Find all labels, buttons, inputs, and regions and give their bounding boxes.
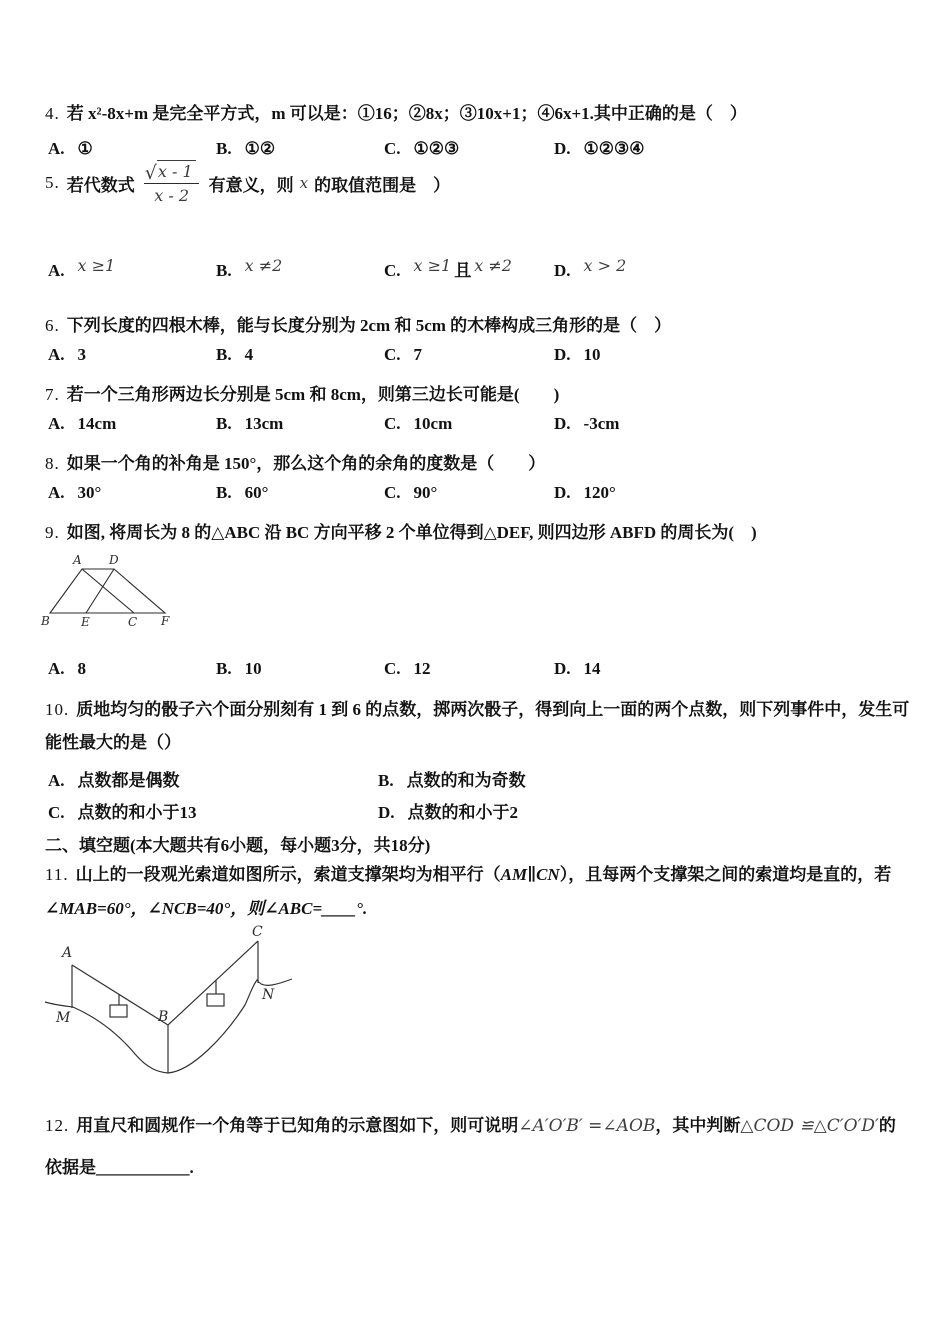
option-7-b <box>216 414 384 434</box>
option-letter: D. <box>554 261 571 280</box>
option-5-c <box>384 256 554 281</box>
option-5-a <box>48 256 216 281</box>
option-8-d <box>554 483 616 503</box>
option-value: ①②③ <box>413 139 460 158</box>
option-value: 3 <box>77 345 87 364</box>
option-letter: C. <box>384 261 401 280</box>
option-8-a <box>48 483 216 503</box>
question-5-text-post: 的取值范围是 ） <box>314 175 451 195</box>
option-7-a <box>48 414 216 434</box>
degree-suffix: °. <box>356 899 368 918</box>
question-12-text-pre: 用直尺和圆规作一个角等于已知角的示意图如下，则可说明 <box>76 1116 519 1135</box>
angle-congruence-notation: ∠A′O′B′ =∠AOB <box>518 1116 656 1136</box>
option-4-c <box>384 139 554 159</box>
option-value: ① <box>77 139 93 158</box>
option-letter: D. <box>554 414 571 433</box>
triangle-congruence-notation: △COD ≌△C′O′D′ <box>740 1116 879 1136</box>
option-value: x > 2 <box>583 256 627 275</box>
question-4-number: 4. <box>45 104 60 123</box>
option-letter: D. <box>378 803 395 822</box>
fraction-denominator: x - 2 <box>144 183 199 206</box>
question-12-text-post: 的 <box>878 1116 897 1135</box>
question-5-text-pre: 若代数式 <box>66 175 135 195</box>
option-letter: A. <box>48 345 65 364</box>
option-letter: B. <box>378 771 394 790</box>
point-label-C: C <box>252 924 263 940</box>
option-value: 点数的和小于13 <box>77 803 197 822</box>
question-10-options-row1 <box>48 766 546 791</box>
question-9-options <box>48 659 601 679</box>
option-letter: C. <box>384 345 401 364</box>
point-label-B: B <box>158 1009 169 1025</box>
radical-sign: √ <box>144 162 157 184</box>
question-4-options <box>48 139 645 159</box>
vertex-label-A: A <box>73 553 82 567</box>
option-value: x ≥1 <box>413 256 452 275</box>
option-letter: D. <box>554 483 571 502</box>
option-value: 点数都是偶数 <box>77 771 180 790</box>
option-6-a <box>48 345 216 365</box>
question-6-stem <box>45 311 671 336</box>
question-7-options <box>48 414 619 434</box>
option-value: 14cm <box>77 414 117 433</box>
triangles-translation-diagram <box>50 569 165 613</box>
section-2-title: 二、填空题(本大题共有6小题，每小题3分，共18分) <box>45 836 431 855</box>
option-5-d <box>554 256 626 281</box>
option-letter: C. <box>384 483 401 502</box>
question-10-options-row2 <box>48 798 546 823</box>
vertex-label-F: F <box>161 614 170 628</box>
option-letter: C. <box>48 803 65 822</box>
question-5-text-mid: 有意义，则 <box>208 175 294 195</box>
question-12-stem-line2 <box>45 1153 194 1178</box>
question-12-text-mid: ，其中判断 <box>655 1116 741 1135</box>
option-7-c <box>384 414 554 434</box>
question-9-number: 9. <box>45 523 60 542</box>
question-11-number: 11. <box>45 865 69 884</box>
answer-blank: ___________ <box>96 1158 190 1177</box>
option-value: 120° <box>583 483 616 502</box>
option-value: ①②③④ <box>583 139 645 158</box>
vertex-label-B: B <box>41 614 50 628</box>
option-letter: B. <box>216 261 232 280</box>
option-letter: B. <box>216 414 232 433</box>
radicand: x - 1 <box>157 160 196 182</box>
fraction-numerator <box>143 160 201 183</box>
question-4-text: 若 x²-8x+m 是完全平方式，m 可以是：①16；②8x；③10x+1；④6x+1.其中正确的是（ ） <box>66 104 747 123</box>
question-9-stem <box>45 518 757 543</box>
option-4-b <box>216 139 384 159</box>
option-value: 13cm <box>244 414 284 433</box>
question-5-options <box>48 256 626 281</box>
question-11-text-post: ），且每两个支撑架之间的索道均是直的，若 <box>559 865 892 884</box>
option-value: 10 <box>244 659 262 678</box>
option-6-d <box>554 345 601 365</box>
option-6-c <box>384 345 554 365</box>
variable-x: x <box>299 174 309 192</box>
option-letter: D. <box>554 139 571 158</box>
option-letter: A. <box>48 771 65 790</box>
question-5-stem <box>45 160 450 206</box>
question-5-number: 5. <box>45 173 60 192</box>
option-8-b <box>216 483 384 503</box>
question-8-text: 如果一个角的补角是 150°，那么这个角的余角的度数是（ ） <box>66 454 546 473</box>
cable-car-2-icon <box>207 994 224 1006</box>
option-value: 4 <box>244 345 254 364</box>
fraction-expression <box>143 160 201 206</box>
question-11-figure <box>40 922 350 1100</box>
option-4-a <box>48 139 216 159</box>
option-value: 7 <box>413 345 423 364</box>
question-10-text-line1: 质地均匀的骰子六个面分别刻有 1 到 6 的点数，掷两次骰子，得到向上一面的两个点数，则下列事件中，发生可 <box>76 700 910 719</box>
option-value: 10 <box>583 345 601 364</box>
question-8-number: 8. <box>45 454 60 473</box>
option-letter: C. <box>384 659 401 678</box>
option-value: x ≠2 <box>474 256 512 275</box>
option-letter: B. <box>216 659 232 678</box>
option-9-a <box>48 659 216 679</box>
option-value: 60° <box>244 483 269 502</box>
option-letter: A. <box>48 483 65 502</box>
question-11-stem-line2 <box>45 894 367 919</box>
option-10-b <box>378 766 546 791</box>
point-label-A: A <box>62 945 73 961</box>
option-4-d <box>554 139 645 159</box>
option-letter: B. <box>216 483 232 502</box>
option-7-d <box>554 414 619 434</box>
cable-car-1-icon <box>110 1005 127 1017</box>
option-8-c <box>384 483 554 503</box>
vertex-label-E: E <box>81 615 90 629</box>
question-10-stem-line2 <box>45 728 181 753</box>
option-10-c <box>48 798 378 823</box>
option-conjunction: 且 <box>454 261 472 280</box>
option-value: 90° <box>413 483 438 502</box>
option-letter: A. <box>48 659 65 678</box>
vertex-label-C: C <box>128 615 138 629</box>
parallel-notation: AM∥CN <box>500 865 560 884</box>
question-11-stem-line1 <box>45 860 891 885</box>
question-10-stem-line1 <box>45 695 909 720</box>
option-letter: A. <box>48 261 65 280</box>
option-6-b <box>216 345 384 365</box>
option-letter: B. <box>216 139 232 158</box>
point-label-M: M <box>56 1010 71 1026</box>
option-value: 8 <box>77 659 87 678</box>
option-letter: C. <box>384 139 401 158</box>
option-value: x ≥1 <box>77 256 116 275</box>
question-8-stem <box>45 449 545 474</box>
angle-equation: ∠MAB=60°，∠NCB=40°，则∠ABC= <box>45 899 323 918</box>
question-4-stem <box>45 99 747 124</box>
question-9-text: 如图, 将周长为 8 的△ABC 沿 BC 方向平移 2 个单位得到△DEF, 则四边形 ABFD 的周长为( ) <box>66 523 757 542</box>
question-7-number: 7. <box>45 385 60 404</box>
option-value: 12 <box>413 659 431 678</box>
option-value: x ≠2 <box>244 256 283 275</box>
period-suffix: . <box>189 1158 194 1177</box>
question-12-number: 12. <box>45 1116 70 1135</box>
question-11-text-pre: 山上的一段观光索道如图所示，索道支撑架均为相平行（ <box>75 865 501 884</box>
option-letter: D. <box>554 345 571 364</box>
option-value: 10cm <box>413 414 453 433</box>
point-label-N: N <box>262 987 275 1003</box>
option-letter: C. <box>384 414 401 433</box>
question-6-text: 下列长度的四根木棒，能与长度分别为 2cm 和 5cm 的木棒构成三角形的是（ ） <box>66 316 672 335</box>
option-10-d <box>378 798 546 823</box>
option-9-d <box>554 659 601 679</box>
option-value: 30° <box>77 483 102 502</box>
question-7-stem <box>45 380 559 405</box>
option-9-b <box>216 659 384 679</box>
option-value: 点数的和为奇数 <box>406 771 526 790</box>
question-8-options <box>48 483 616 503</box>
vertex-label-D: D <box>109 553 119 567</box>
question-6-options <box>48 345 601 365</box>
option-value: -3cm <box>583 414 620 433</box>
option-letter: A. <box>48 139 65 158</box>
question-10-text-line2: 能性最大的是（） <box>45 733 181 752</box>
question-12-text-line2: 依据是 <box>45 1158 96 1177</box>
option-value: 点数的和小于2 <box>407 803 519 822</box>
section-2-header <box>45 831 430 856</box>
option-letter: D. <box>554 659 571 678</box>
option-10-a <box>48 766 378 791</box>
question-9-figure <box>40 546 180 630</box>
question-12-stem-line1 <box>45 1111 896 1136</box>
option-5-b <box>216 256 384 281</box>
option-letter: A. <box>48 414 65 433</box>
option-letter: B. <box>216 345 232 364</box>
option-value: 14 <box>583 659 601 678</box>
question-10-number: 10. <box>45 700 70 719</box>
option-value: ①② <box>244 139 276 158</box>
question-6-number: 6. <box>45 316 60 335</box>
question-7-text: 若一个三角形两边长分别是 5cm 和 8cm，则第三边长可能是( ) <box>66 385 560 404</box>
option-9-c <box>384 659 554 679</box>
answer-blank: ____ <box>322 899 357 918</box>
